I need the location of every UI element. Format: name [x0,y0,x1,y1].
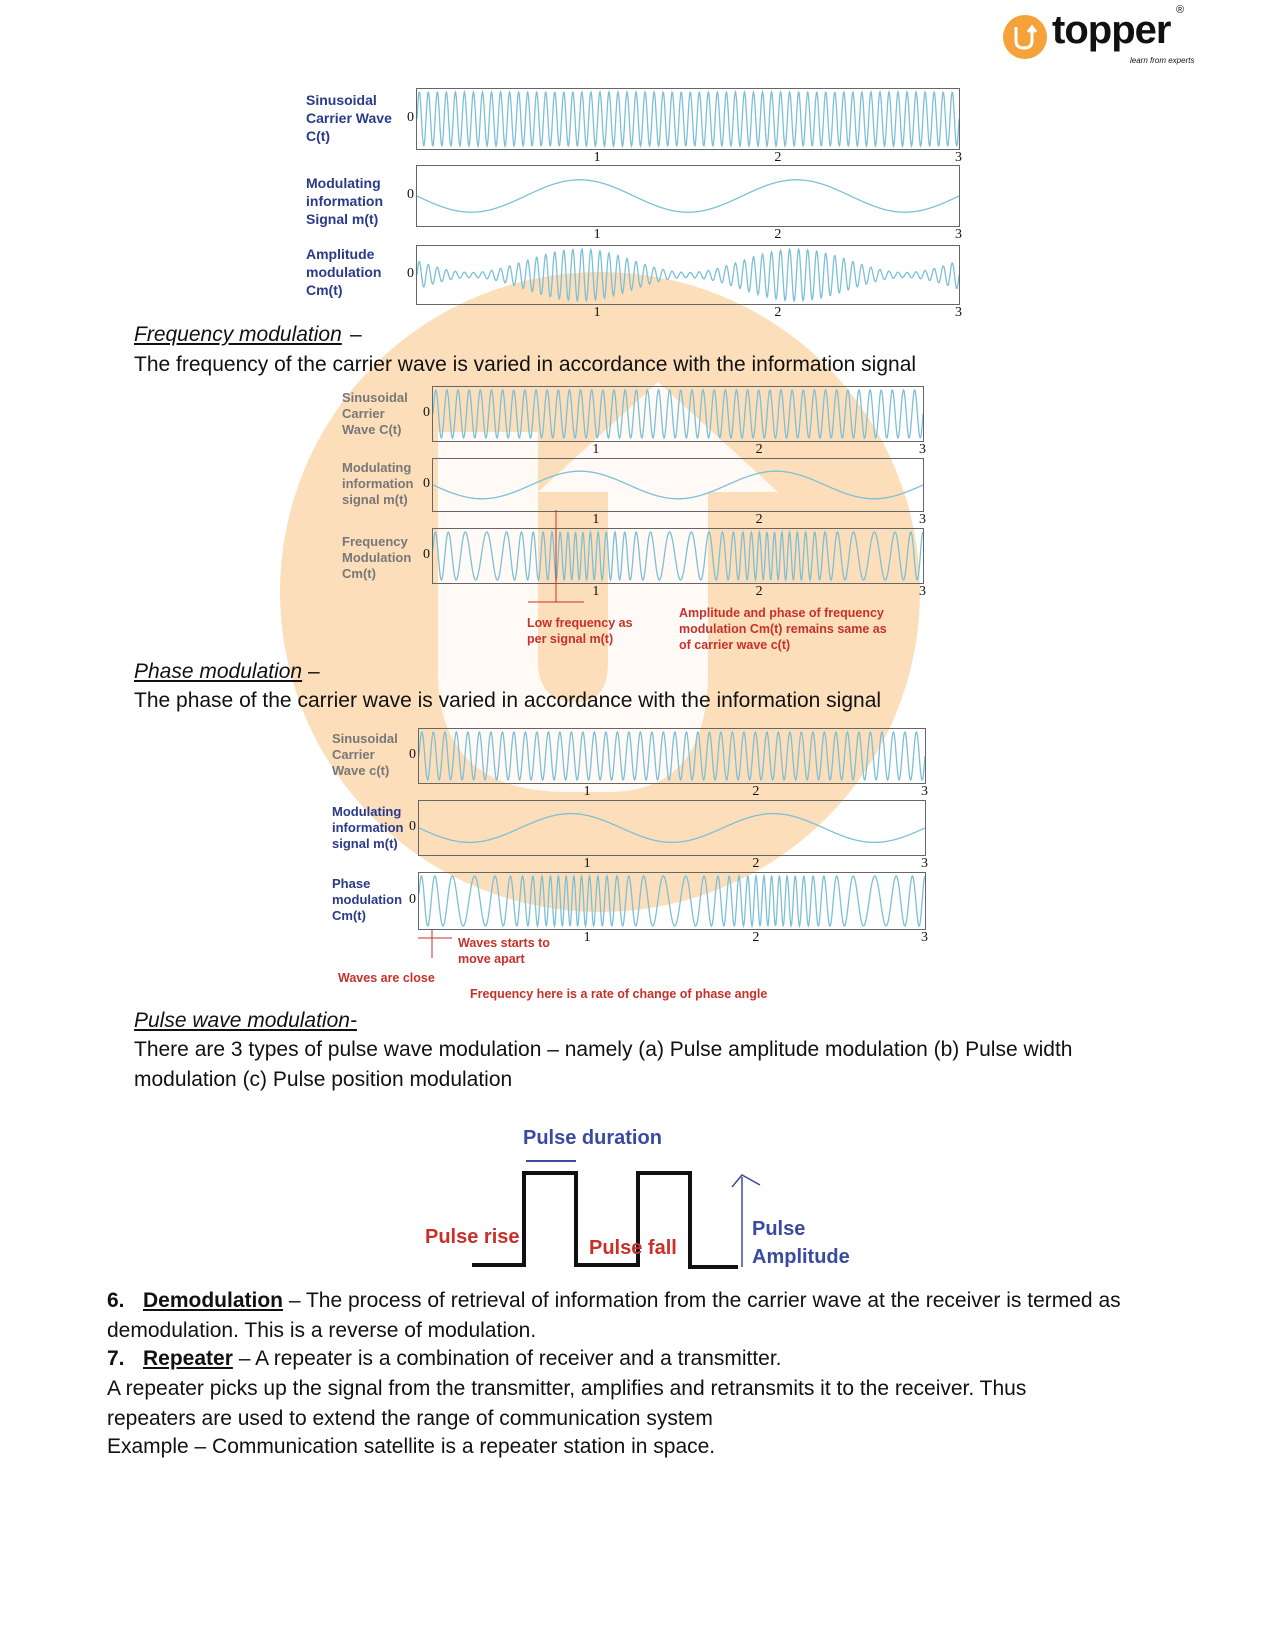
axis-tick-label: 1 [593,305,601,320]
waveform-line [419,814,925,843]
pm-note-apart: Waves starts to move apart [458,936,550,966]
axis-tick-label: 3 [919,512,926,527]
fm-note-amplitude-phase: Amplitude and phase of frequency modulation Cm(t) remains same as of carrier wave c(t) [679,606,887,652]
logo-tagline: learn from experts [1130,56,1195,65]
am-modulated-plot [407,245,962,320]
fm-note-low-frequency: Low frequency as per signal m(t) [527,616,633,646]
zero-tick-label: 0 [407,187,414,202]
axis-tick-label: 2 [774,150,782,165]
axis-tick-label: 1 [592,442,600,457]
pulse-diagram [460,1155,780,1280]
axis-tick-label: 3 [955,150,962,165]
axis-tick-label: 2 [752,784,760,799]
axis-tick-label: 3 [921,856,928,871]
fm-label-carrier: Sinusoidal Carrier Wave C(t) [342,390,408,437]
pulse-amplitude-label: Pulse Amplitude [752,1218,850,1268]
axis-tick-label: 2 [755,442,763,457]
logo-text: topper [1052,8,1171,52]
axis-tick-label: 3 [919,584,926,599]
axis-tick-label: 3 [921,930,928,945]
axis-tick-label: 3 [955,305,962,320]
fm-heading: Frequency modulation [134,323,342,346]
axis-tick-label: 1 [592,584,600,599]
axis-tick-label: 2 [755,512,763,527]
axis-tick-label: 2 [774,227,782,242]
pm-signal-plot [409,800,928,871]
pm-label-pm: Phase modulation Cm(t) [332,876,403,923]
pulse-fall-label: Pulse fall [589,1237,677,1259]
pulse-rise-label: Pulse rise [425,1226,520,1248]
pm-carrier-plot [409,728,928,799]
am-carrier-plot [407,88,962,165]
axis-tick-label: 1 [583,930,591,945]
waveform-line [433,471,923,499]
axis-tick-label: 2 [752,930,760,945]
item-demodulation: 6. Demodulation – The process of retrieval of information from the carrier wave at the receiver is termed as demodulation. This is a reverse of modulation. [107,1289,1121,1342]
repeater-example: Example – Communication satellite is a repeater station in space. [107,1435,716,1458]
pm-modulated-plot [409,872,928,945]
zero-tick-label: 0 [409,819,416,834]
axis-tick-label: 1 [583,784,591,799]
axis-tick-label: 2 [752,856,760,871]
pm-label-signal: Modulating information signal m(t) [332,804,404,851]
zero-tick-label: 0 [423,547,430,562]
pm-heading-dash: – [308,660,320,683]
fm-heading-dash: – [350,323,362,346]
waveform-line [417,92,959,146]
fm-pointer-line [528,510,588,610]
axis-tick-label: 3 [955,227,962,242]
fm-signal-plot [423,458,926,527]
waveform-line [419,876,925,926]
pulse-heading: Pulse wave modulation- [134,1009,357,1032]
repeater-paragraph: A repeater picks up the signal from the transmitter, amplifies and retransmits it to the receiver. Thus repeaters are used to extend the range of communication system [107,1377,1027,1430]
am-label-carrier: Sinusoidal Carrier Wave C(t) [306,92,392,144]
zero-tick-label: 0 [407,266,414,281]
pm-note-close: Waves are close [338,971,435,985]
pm-body: The phase of the carrier wave is varied in accordance with the information signal [134,689,882,712]
axis-tick-label: 3 [919,442,926,457]
pulse-body: There are 3 types of pulse wave modulation – namely (a) Pulse amplitude modulation (b) Pulse width modulation (c) Pulse position modulation [134,1038,1073,1091]
pm-label-carrier: Sinusoidal Carrier Wave c(t) [332,731,398,778]
fm-modulated-plot [423,528,926,599]
pm-heading: Phase modulation [134,660,303,683]
pm-note-frequency: Frequency here is a rate of change of phase angle [470,987,768,1001]
fm-label-signal: Modulating information signal m(t) [342,460,414,507]
topper-u-icon [1002,14,1048,60]
topper-logo [1002,4,1195,65]
waveform-line [433,390,923,438]
logo-registered: ® [1176,4,1185,16]
axis-tick-label: 1 [592,512,600,527]
fm-body: The frequency of the carrier wave is varied in accordance with the information signal [134,353,917,376]
waveform-line [417,180,959,212]
zero-tick-label: 0 [409,892,416,907]
waveform-line [433,532,923,580]
item-repeater: 7. Repeater – A repeater is a combination of receiver and a transmitter. [107,1347,782,1370]
axis-tick-label: 2 [774,305,782,320]
fm-label-fm: Frequency Modulation Cm(t) [342,534,412,581]
axis-tick-label: 2 [755,584,763,599]
axis-tick-label: 1 [593,227,601,242]
am-label-signal: Modulating information Signal m(t) [306,175,383,227]
axis-tick-label: 1 [593,150,601,165]
pm-pointer-line [416,930,456,970]
waveform-line [417,249,959,301]
zero-tick-label: 0 [409,747,416,762]
pulse-duration-label: Pulse duration [523,1127,662,1149]
fm-carrier-plot [423,386,926,457]
axis-tick-label: 1 [583,856,591,871]
waveform-line [419,732,925,780]
am-label-am: Amplitude modulation Cm(t) [306,246,382,298]
am-signal-plot [407,165,962,242]
axis-tick-label: 3 [921,784,928,799]
zero-tick-label: 0 [423,405,430,420]
zero-tick-label: 0 [423,476,430,491]
zero-tick-label: 0 [407,110,414,125]
